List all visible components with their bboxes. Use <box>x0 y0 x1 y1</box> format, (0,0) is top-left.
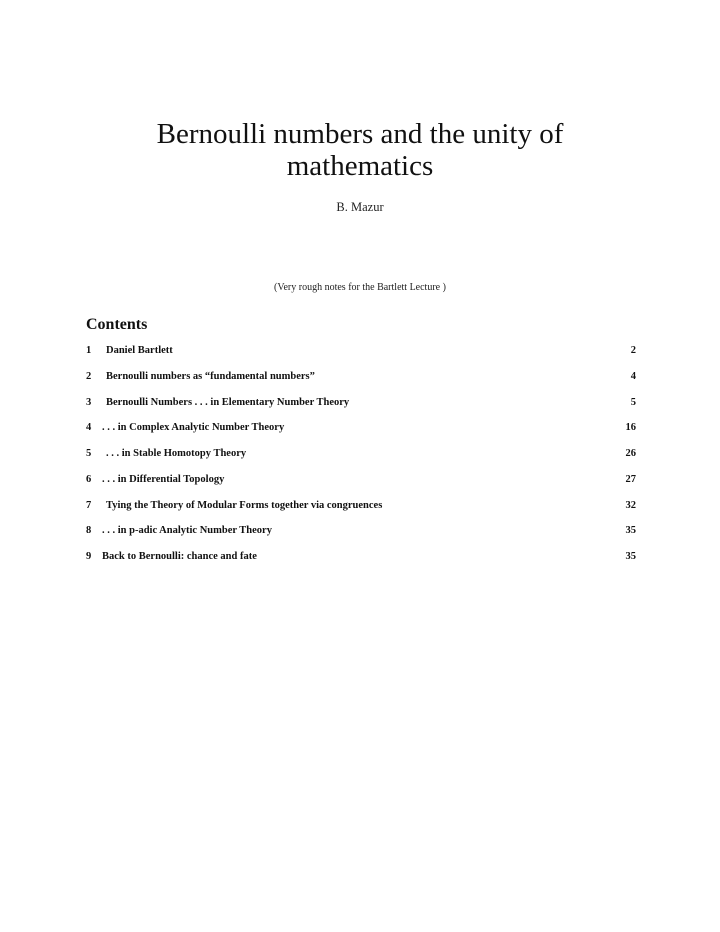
toc-number: 3 <box>86 396 92 408</box>
toc-entry-1[interactable] <box>86 345 636 371</box>
title-line-2: mathematics <box>286 150 434 182</box>
toc-entry-4[interactable] <box>86 422 636 448</box>
toc-page: 27 <box>625 473 636 485</box>
toc-title: . . . in Differential Topology <box>102 473 225 485</box>
toc-number: 9 <box>86 551 92 562</box>
toc-entry-9[interactable] <box>86 551 636 577</box>
toc-title: Daniel Bartlett <box>106 345 173 356</box>
toc-page: 5 <box>630 396 636 408</box>
toc-number: 8 <box>86 525 92 537</box>
toc-page: 4 <box>630 370 636 382</box>
toc-number: 5 <box>86 448 92 459</box>
toc-entry-5[interactable] <box>86 448 636 474</box>
table-of-contents <box>86 345 636 577</box>
toc-page: 35 <box>625 525 636 537</box>
toc-title: . . . in p-adic Analytic Number Theory <box>102 525 272 537</box>
document-title <box>0 118 720 182</box>
toc-entry-3[interactable] <box>86 397 636 423</box>
toc-page: 35 <box>625 551 636 562</box>
toc-number: 1 <box>86 345 92 356</box>
toc-entry-6[interactable] <box>86 474 636 500</box>
lecture-note: (Very rough notes for the Bartlett Lecture ) <box>274 282 446 293</box>
toc-page: 2 <box>630 345 636 356</box>
toc-number: 7 <box>86 499 92 511</box>
toc-number: 2 <box>86 370 92 382</box>
toc-title: Back to Bernoulli: chance and fate <box>102 551 257 562</box>
toc-entry-7[interactable] <box>86 500 636 526</box>
author: B. Mazur <box>336 200 384 214</box>
contents-heading: Contents <box>86 316 148 333</box>
title-line-1: Bernoulli numbers and the unity of <box>156 118 564 150</box>
toc-page: 26 <box>625 448 636 459</box>
toc-entry-2[interactable] <box>86 371 636 397</box>
toc-title: Bernoulli Numbers . . . in Elementary Number Theory <box>106 396 350 408</box>
toc-title: . . . in Complex Analytic Number Theory <box>102 422 285 434</box>
toc-page: 16 <box>625 422 636 434</box>
toc-number: 4 <box>86 422 92 434</box>
toc-title: Tying the Theory of Modular Forms together via congruences <box>106 499 383 511</box>
toc-entry-8[interactable] <box>86 525 636 551</box>
toc-title: Bernoulli numbers as “fundamental numbers” <box>106 370 315 382</box>
toc-number: 6 <box>86 473 92 485</box>
toc-title: . . . in Stable Homotopy Theory <box>106 448 247 459</box>
toc-page: 32 <box>625 499 636 511</box>
